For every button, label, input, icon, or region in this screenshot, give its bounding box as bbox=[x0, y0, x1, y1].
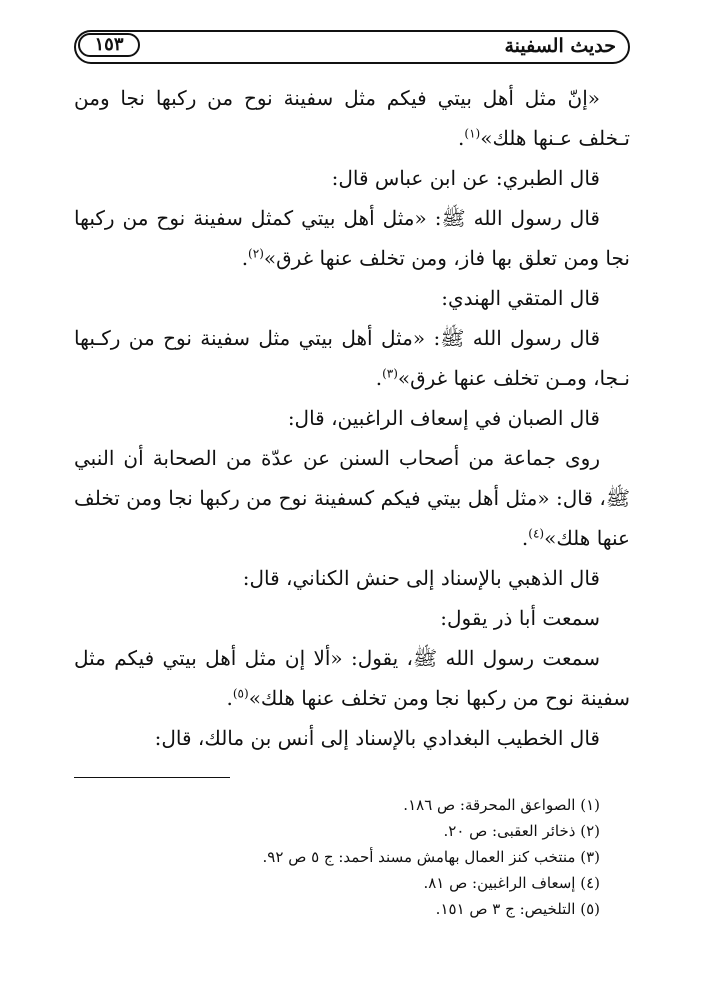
page-number: ١٥٣ bbox=[78, 33, 140, 57]
footnote-ref: (٢) bbox=[248, 246, 264, 261]
footnote: (١) الصواعق المحرقة: ص ١٨٦. bbox=[403, 796, 600, 814]
paragraph bbox=[74, 638, 630, 718]
paragraph-tail: . bbox=[521, 526, 529, 550]
page-header bbox=[74, 30, 630, 64]
paragraph-tail: . bbox=[226, 686, 233, 710]
footnote-ref: (٥) bbox=[232, 686, 249, 701]
paragraph-text: قال الخطيب البغدادي بالإسناد إلى أنس بن مالك، قال: bbox=[154, 726, 600, 750]
paragraph-tail: . bbox=[241, 246, 249, 270]
footnote: (٤) إسعاف الراغبين: ص ٨١. bbox=[423, 874, 600, 892]
paragraph-text: روى جماعة من أصحاب السنن عن عدّة من الصحابة أن النبي ﷺ، قال: «مثل أهل بيتي فيكم كسفينة نوح من ركبها نجا ومن تخلف عنها هلك» bbox=[74, 446, 630, 550]
footnote-separator bbox=[74, 777, 230, 778]
paragraph-text: قال الصبان في إسعاف الراغبين، قال: bbox=[287, 406, 600, 430]
paragraph bbox=[74, 558, 630, 598]
paragraph bbox=[74, 78, 630, 158]
paragraph-tail: . bbox=[458, 126, 465, 150]
body-text bbox=[74, 78, 630, 758]
paragraph-text: «إنّ مثل أهل بيتي فيكم مثل سفينة نوح من ركبها نجا ومن تـخلف عـنها هلك» bbox=[74, 86, 630, 150]
footnote: (٥) التلخيص: ج ٣ ص ١٥١. bbox=[435, 900, 600, 918]
paragraph-tail: . bbox=[375, 366, 383, 390]
paragraph-text: قال الذهبي بالإسناد إلى حنش الكناني، قال: bbox=[242, 566, 600, 590]
paragraph-text: قال المتقي الهندي: bbox=[441, 286, 600, 310]
paragraph bbox=[74, 158, 630, 198]
footnote-ref: (١) bbox=[464, 126, 481, 141]
paragraph bbox=[74, 718, 630, 758]
paragraph-text: سمعت رسول الله ﷺ، يقول: «ألا إن مثل أهل بيتي فيكم مثل سفينة نوح من ركبها نجا ومن تخلف عنها هلك» bbox=[74, 646, 630, 710]
footnote-ref: (٤) bbox=[528, 526, 545, 541]
paragraph bbox=[74, 438, 630, 558]
paragraph bbox=[74, 198, 630, 278]
paragraph-text: سمعت أبا ذر يقول: bbox=[440, 606, 600, 630]
paragraph-text: قال الطبري: عن ابن عباس قال: bbox=[331, 166, 600, 190]
paragraph bbox=[74, 318, 630, 398]
paragraph bbox=[74, 398, 630, 438]
footnotes bbox=[74, 792, 630, 922]
footnote-ref: (٣) bbox=[382, 366, 398, 381]
footnote: (٣) منتخب كنز العمال بهامش مسند أحمد: ج ٥ ص ٩٢. bbox=[262, 848, 600, 866]
footnote: (٢) ذخائر العقبى: ص ٢٠. bbox=[443, 822, 600, 840]
paragraph-text: قال رسول الله ﷺ: «مثل أهل بيتي مثل سفينة نوح من ركـبها نـجا، ومـن تخلف عنها غرق» bbox=[74, 326, 630, 390]
paragraph bbox=[74, 598, 630, 638]
running-title: حديث السفينة bbox=[504, 35, 616, 57]
paragraph bbox=[74, 278, 630, 318]
paragraph-text: قال رسول الله ﷺ: «مثل أهل بيتي كمثل سفينة نوح من ركبها نجا ومن تعلق بها فاز، ومن تخلف عنها غرق» bbox=[74, 206, 630, 270]
